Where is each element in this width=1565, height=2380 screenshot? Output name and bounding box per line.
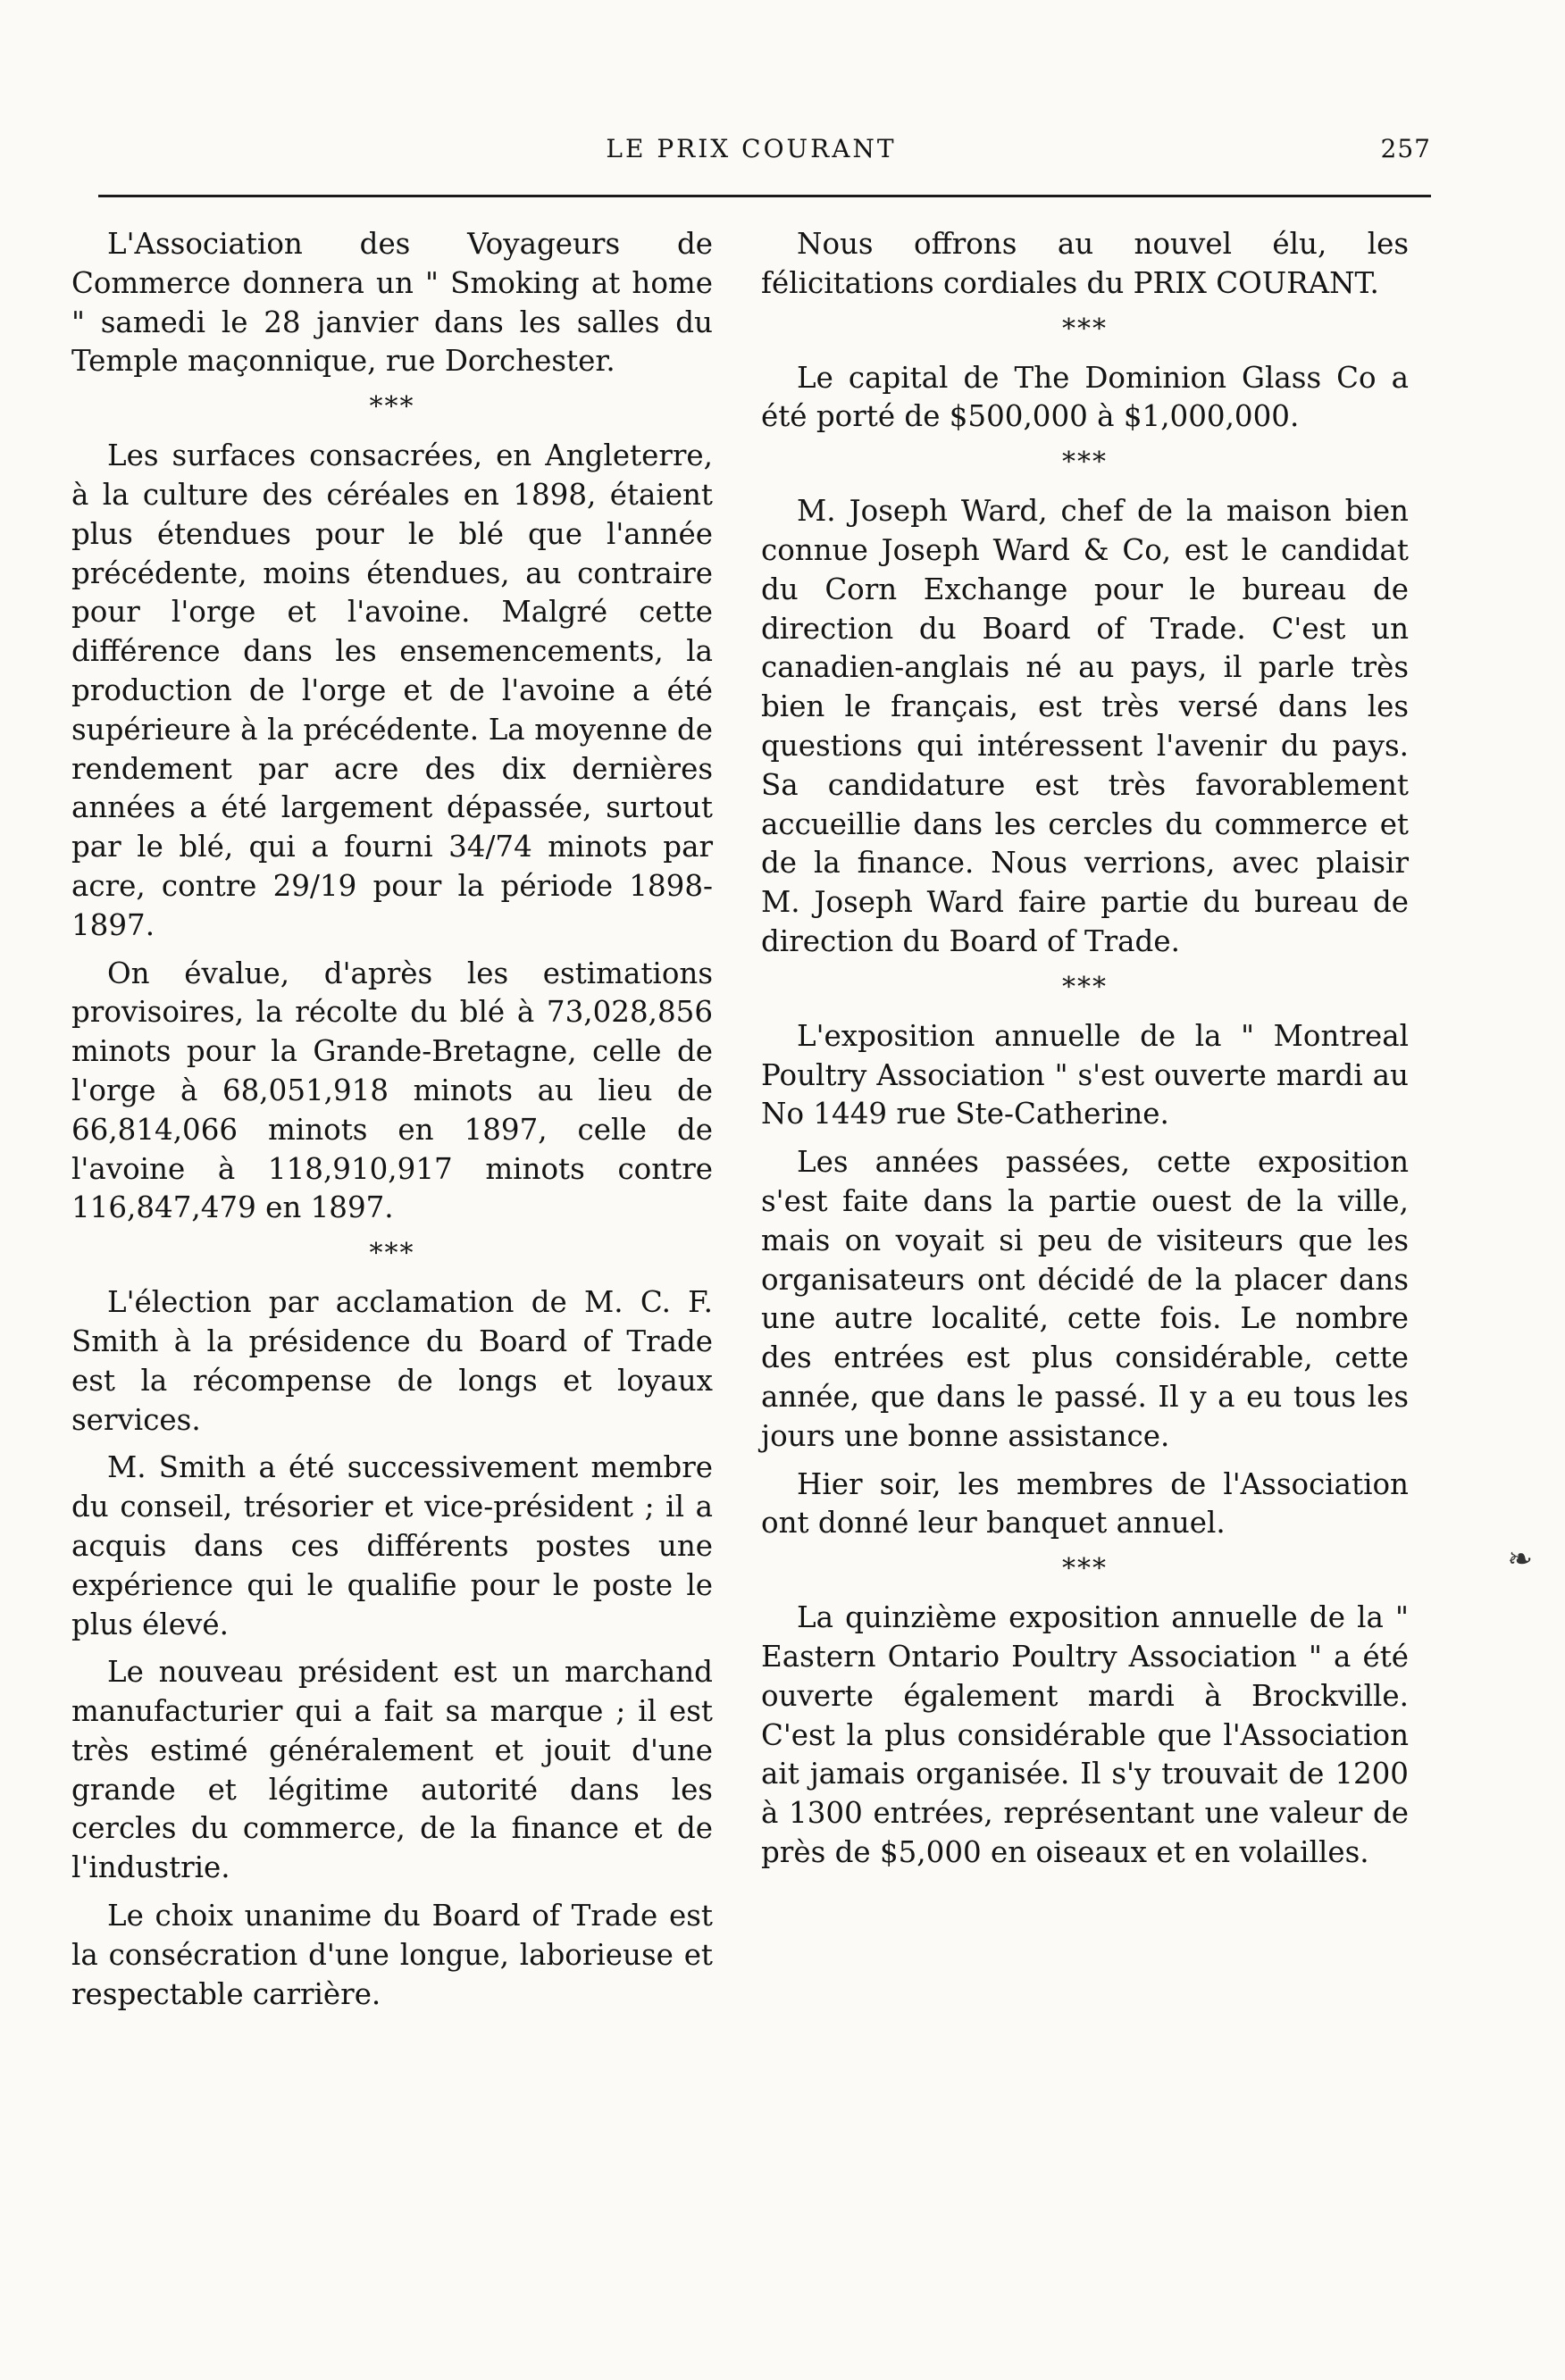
header-rule: [98, 195, 1431, 197]
article-paragraph: Hier soir, les membres de l'Association ont donné leur banquet annuel.: [761, 1466, 1409, 1541]
section-separator: ***: [1062, 313, 1108, 345]
article-paragraph: Les années passées, cette exposition s'est faite dans la partie ouest de la ville, mais on voyait si peu de visiteurs que les organisateurs ont décidé de la placer dans une autre localité, cette fois. Le nombre des entrées est plus considérable, cette année, que dans le passé. Il y a eu tous les jours une bonne assistance.: [761, 1145, 1409, 1453]
article-paragraph: La quinzième exposition annuelle de la " Eastern Ontario Poultry Association " a été ouverte également mardi à Brockville. C'est la plus considérable que l'Association ait jamais organisée. Il s'y trouvait de 1200 à 1300 entrées, représentant une valeur de près de $5,000 en oiseaux et en volailles.: [761, 1600, 1409, 1869]
margin-ornament: ❧: [1507, 1541, 1533, 1577]
article-paragraph: Le choix unanime du Board of Trade est la consécration d'une longue, laborieuse et respectable carrière.: [71, 1899, 713, 2011]
section-separator: ***: [1062, 447, 1108, 479]
article-paragraph: On évalue, d'après les estimations provisoires, la récolte du blé à 73,028,856 minots pour la Grande-Bretagne, celle de l'orge à 68,051,918 minots au lieu de 66,814,066 minots en 1897, celle de l'avoine à 118,910,917 minots contre 116,847,479 en 1897.: [71, 956, 713, 1225]
section-separator: ***: [369, 391, 415, 423]
section-separator: ***: [369, 1238, 415, 1270]
article-paragraph: L'élection par acclamation de M. C. F. Smith à la présidence du Board of Trade est la récompense de longs et loyaux services.: [71, 1285, 713, 1437]
page-number: 257: [1380, 134, 1431, 163]
section-separator: ***: [1062, 971, 1108, 1003]
article-paragraph: Le capital de The Dominion Glass Co a été porté de $500,000 à $1,000,000.: [761, 360, 1409, 434]
publication-title: LE PRIX COURANT: [606, 134, 897, 163]
article-paragraph: M. Smith a été successivement membre du conseil, trésorier et vice-président ; il a acquis dans ces différents postes une expérience qui le qualifie pour le poste le plus élevé.: [71, 1450, 713, 1641]
article-paragraph: L'Association des Voyageurs de Commerce donnera un " Smoking at home " samedi le 28 janvier dans les salles du Temple maçonnique, rue Dorchester.: [71, 227, 713, 379]
article-paragraph: Les surfaces consacrées, en Angleterre, à la culture des céréales en 1898, étaient plus étendues pour le blé que l'année précédente, moins étendues, au contraire pour l'orge et l'avoine. Malgré cette différence dans les ensemencements, la production de l'orge et de l'avoine a été supérieure à la précédente. La moyenne de rendement par acre des dix dernières années a été largement dépassée, surtout par le blé, qui a fourni 34/74 minots par acre, contre 29/19 pour la période 1898-1897.: [71, 438, 713, 942]
article-paragraph: M. Joseph Ward, chef de la maison bien connue Joseph Ward & Co, est le candidat du Corn Exchange pour le bureau de direction du Board of Trade. C'est un canadien-anglais né au pays, il parle très bien le français, est très versé dans les questions qui intéressent l'avenir du pays. Sa candidature est très favorablement accueillie dans les cercles du commerce et de la finance. Nous verrions, avec plaisir M. Joseph Ward faire partie du bureau de direction du Board of Trade.: [761, 494, 1409, 958]
article-paragraph: Le nouveau président est un marchand manufacturier qui a fait sa marque ; il est très estimé généralement et jouit d'une grande et légitime autorité dans les cercles du commerce, de la finance et de l'industrie.: [71, 1655, 713, 1885]
article-paragraph: L'exposition annuelle de la " Montreal Poultry Association " s'est ouverte mardi au No 1449 rue Ste-Catherine.: [761, 1018, 1409, 1132]
article-paragraph: Nous offrons au nouvel élu, les félicitations cordiales du PRIX COURANT.: [761, 227, 1409, 300]
left-column: [71, 225, 713, 2023]
right-column: [761, 225, 1409, 1882]
section-separator: ***: [1062, 1553, 1108, 1585]
running-header: [71, 134, 1431, 171]
